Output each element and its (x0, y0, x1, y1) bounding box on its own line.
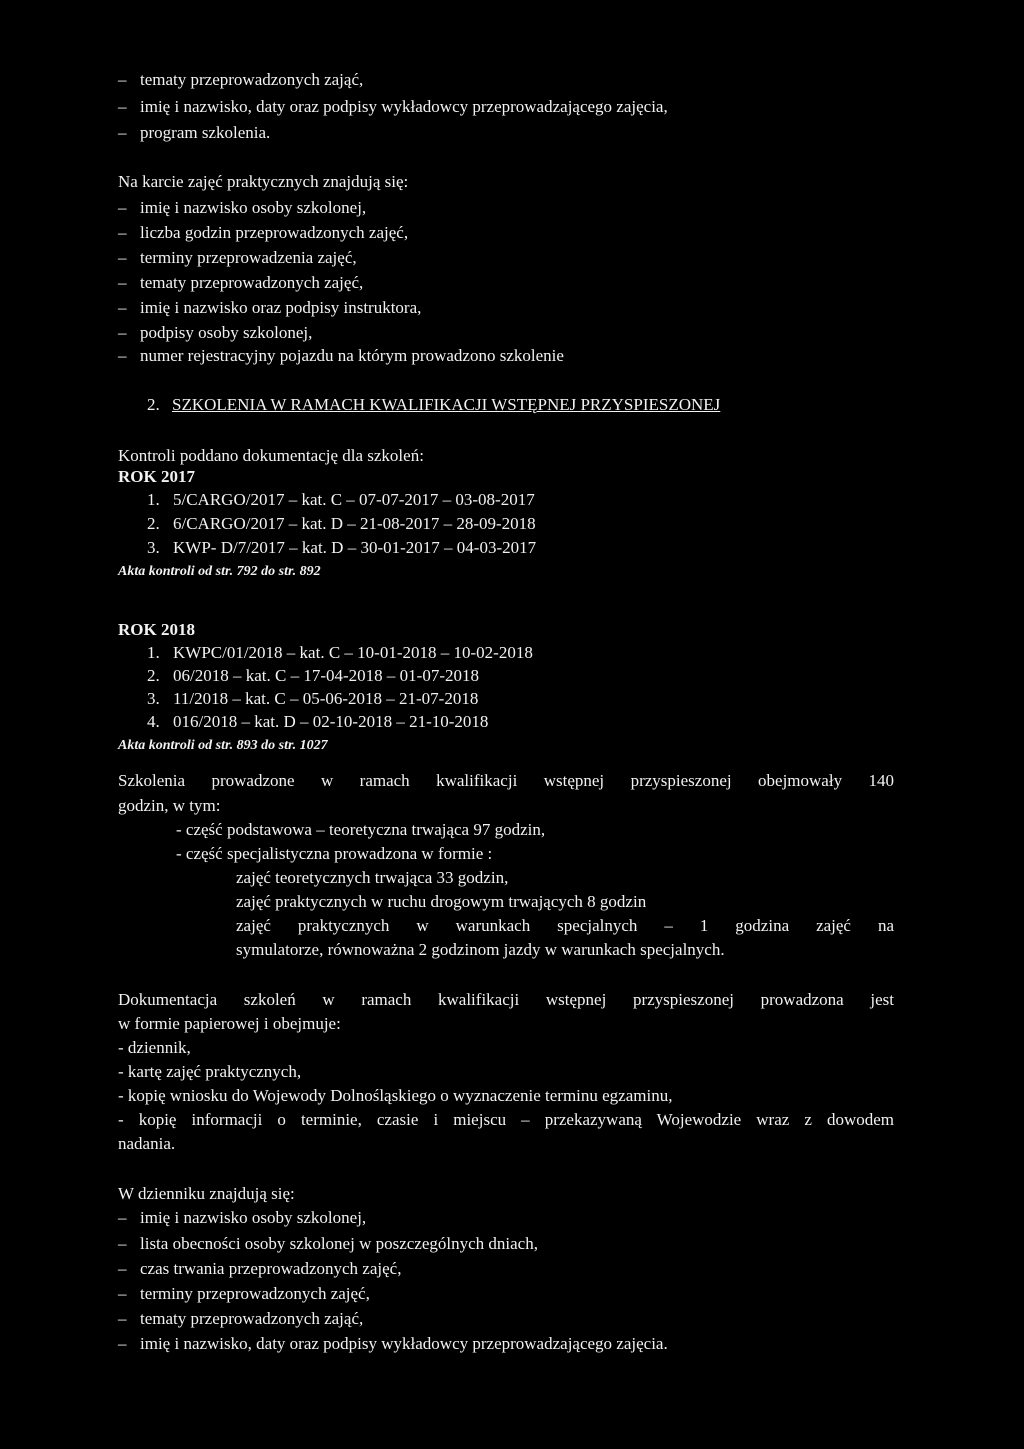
list-item: – lista obecności osoby szkolonej w poszczególnych dniach, (118, 1234, 538, 1253)
list-item: 4. 016/2018 – kat. D – 02-10-2018 – 21-10-2018 (147, 712, 489, 731)
paragraph-line: zajęć praktycznych w warunkach specjalnych – 1 godzina zajęć na (236, 916, 894, 935)
paragraph-line: symulatorze, równoważna 2 godzinom jazdy w warunkach specjalnych. (236, 940, 725, 959)
year-2018-heading: ROK 2018 (118, 620, 195, 639)
section-title: SZKOLENIA W RAMACH KWALIFIKACJI WSTĘPNEJ PRZYSPIESZONEJ (172, 395, 721, 414)
list-item: 1. KWPC/01/2018 – kat. C – 10-01-2018 – 10-02-2018 (147, 643, 533, 662)
list-item: – imię i nazwisko, daty oraz podpisy wykładowcy przeprowadzającego zajęcia, (118, 97, 668, 116)
paragraph-line: zajęć praktycznych w ruchu drogowym trwających 8 godzin (236, 892, 647, 911)
list-item: 2. 06/2018 – kat. C – 17-04-2018 – 01-07-2018 (147, 666, 479, 685)
akta-reference: Akta kontroli od str. 792 do str. 892 (118, 564, 321, 579)
list-item: – imię i nazwisko oraz podpisy instruktora, (118, 298, 422, 317)
paragraph-line: Szkolenia prowadzone w ramach kwalifikacji wstępnej przyspieszonej obejmowały 140 (118, 771, 894, 790)
paragraph-line: godzin, w tym: (118, 796, 221, 815)
list-item: – terminy przeprowadzenia zajęć, (118, 248, 357, 267)
list-item: – numer rejestracyjny pojazdu na którym prowadzono szkolenie (118, 346, 564, 365)
list-item: – terminy przeprowadzonych zajęć, (118, 1284, 370, 1303)
list-item: - kopię informacji o terminie, czasie i miejscu – przekazywaną Wojewodzie wraz z dowodem (118, 1110, 894, 1129)
list-item: – czas trwania przeprowadzonych zajęć, (118, 1259, 402, 1278)
section-heading (147, 394, 720, 416)
list-item: – tematy przeprowadzonych zająć, (118, 1309, 364, 1328)
paragraph-line: zajęć teoretycznych trwająca 33 godzin, (236, 868, 509, 887)
paragraph-line: w formie papierowej i obejmuje: (118, 1014, 341, 1033)
list-item: 3. 11/2018 – kat. C – 05-06-2018 – 21-07-2018 (147, 689, 479, 708)
kontroli-intro: Kontroli poddano dokumentację dla szkoleń: (118, 446, 424, 465)
list-item: 1. 5/CARGO/2017 – kat. C – 07-07-2017 – 03-08-2017 (147, 490, 535, 509)
list-item: - dziennik, (118, 1038, 191, 1057)
list-item: – podpisy osoby szkolonej, (118, 323, 313, 342)
list-item: – liczba godzin przeprowadzonych zajęć, (118, 223, 409, 242)
list-item: – program szkolenia. (118, 123, 271, 142)
year-2017-heading: ROK 2017 (118, 467, 195, 486)
list-item: – tematy przeprowadzonych zajęć, (118, 273, 364, 292)
list-item: – tematy przeprowadzonych zająć, (118, 70, 364, 89)
paragraph-line: - część specjalistyczna prowadzona w formie : (176, 844, 493, 863)
karta-intro: Na karcie zajęć praktycznych znajdują się: (118, 172, 409, 191)
section-number: 2. (147, 395, 160, 414)
list-item: – imię i nazwisko, daty oraz podpisy wykładowcy przeprowadzającego zajęcia. (118, 1334, 668, 1353)
list-item: – imię i nazwisko osoby szkolonej, (118, 1208, 367, 1227)
paragraph-line: - część podstawowa – teoretyczna trwająca 97 godzin, (176, 820, 546, 839)
dziennik-intro: W dzienniku znajdują się: (118, 1184, 295, 1203)
list-item: - kopię wniosku do Wojewody Dolnośląskiego o wyznaczenie terminu egzaminu, (118, 1086, 673, 1105)
list-item: 3. KWP- D/7/2017 – kat. D – 30-01-2017 – 04-03-2017 (147, 538, 537, 557)
list-item: 2. 6/CARGO/2017 – kat. D – 21-08-2017 – 28-09-2018 (147, 514, 536, 533)
paragraph-line: Dokumentacja szkoleń w ramach kwalifikacji wstępnej przyspieszonej prowadzona jest (118, 990, 894, 1009)
akta-reference: Akta kontroli od str. 893 do str. 1027 (118, 738, 328, 753)
list-item: - kartę zajęć praktycznych, (118, 1062, 302, 1081)
paragraph-line: nadania. (118, 1134, 176, 1153)
list-item: – imię i nazwisko osoby szkolonej, (118, 198, 367, 217)
